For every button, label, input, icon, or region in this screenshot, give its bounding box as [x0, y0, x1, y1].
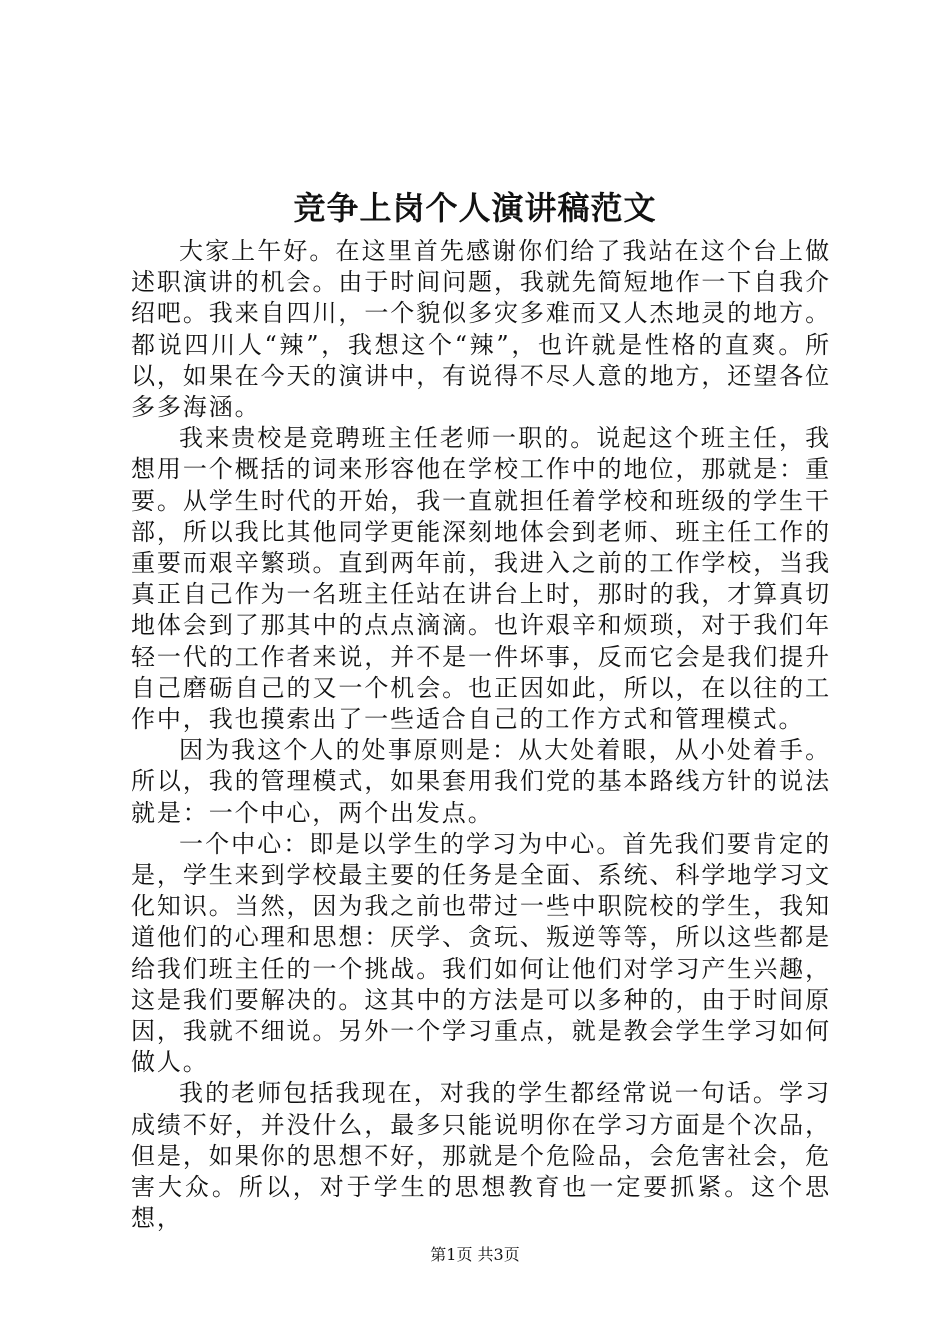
paragraph-4: 一个中心：即是以学生的学习为中心。首先我们要肯定的是，学生来到学校最主要的任务是全面、系统、科学地学习文化知识。当然，因为我之前也带过一些中职院校的学生，我知道他们的心理和思想：厌学、贪玩、叛逆等等，所以这些都是给我们班主任的一个挑战。我们如何让他们对学习产生兴趣，这是我们要解决的。这其中的方法是可以多种的，由于时间原因，我就不细说。另外一个学习重点，就是教会学生学习如何做人。 [131, 829, 831, 1077]
paragraph-5: 我的老师包括我现在，对我的学生都经常说一句话。学习成绩不好，并没什么，最多只能说明你在学习方面是个次品，但是，如果你的思想不好，那就是个危险品，会危害社会，危害大众。所以，对于学生的思想教育也一定要抓紧。这个思想， [131, 1079, 831, 1233]
document-body [131, 236, 831, 1235]
paragraph-3: 因为我这个人的处事原则是：从大处着眼，从小处着手。所以，我的管理模式，如果套用我们党的基本路线方针的说法就是：一个中心，两个出发点。 [131, 736, 831, 827]
page-footer: 第1页 共3页 [430, 1245, 520, 1264]
document-title: 竞争上岗个人演讲稿范文 [293, 189, 657, 227]
paragraph-2: 我来贵校是竞聘班主任老师一职的。说起这个班主任，我想用一个概括的词来形容他在学校工作中的地位，那就是：重要。从学生时代的开始，我一直就担任着学校和班级的学生干部，所以我比其他同学更能深刻地体会到老师、班主任工作的重要而艰辛繁琐。直到两年前，我进入之前的工作学校，当我真正自己作为一名班主任站在讲台上时，那时的我，才算真切地体会到了那其中的点点滴滴。也许艰辛和烦琐，对于我们年轻一代的工作者来说，并不是一件坏事，反而它会是我们提升自己磨砺自己的又一个机会。也正因如此，所以，在以往的工作中，我也摸索出了一些适合自己的工作方式和管理模式。 [131, 424, 831, 734]
paragraph-1: 大家上午好。在这里首先感谢你们给了我站在这个台上做述职演讲的机会。由于时间问题，我就先简短地作一下自我介绍吧。我来自四川，一个貌似多灾多难而又人杰地灵的地方。都说四川人“辣”，我想这个“辣”，也许就是性格的直爽。所以，如果在今天的演讲中，有说得不尽人意的地方，还望各位多多海涵。 [131, 237, 831, 422]
